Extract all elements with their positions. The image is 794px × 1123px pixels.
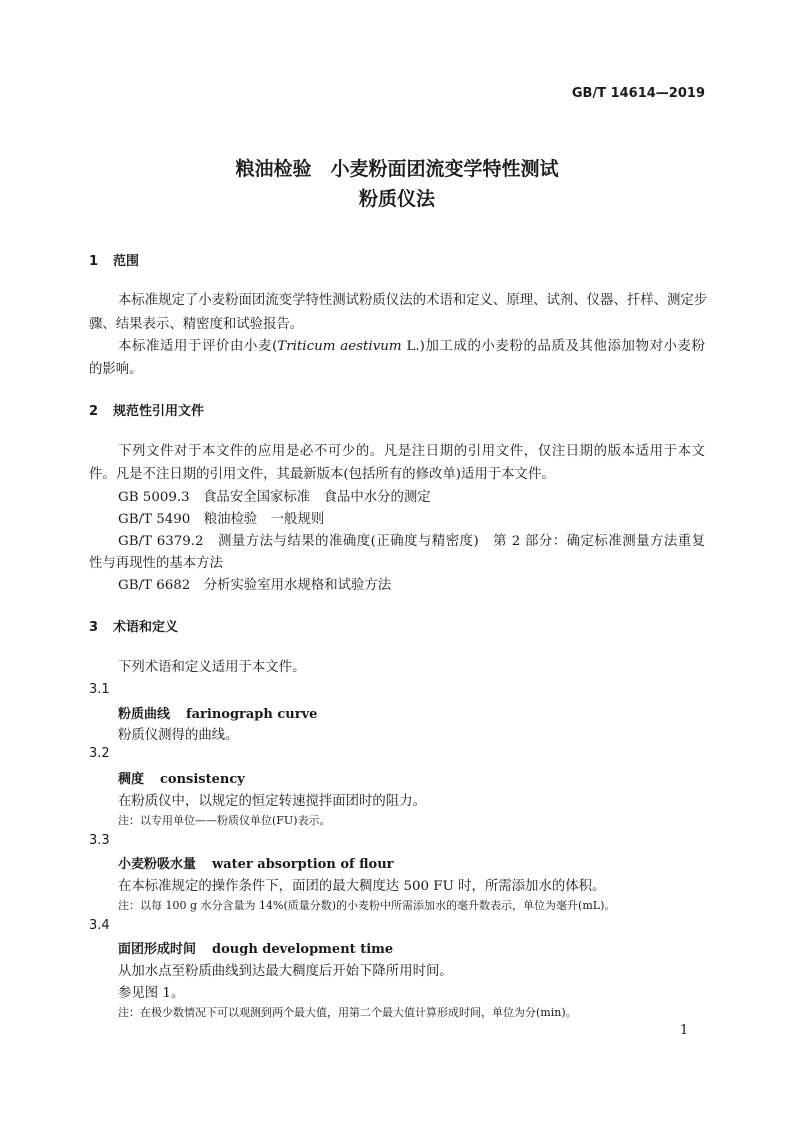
term-extra: 参见图 1。 [118,986,185,1001]
section-number: 1 [89,254,99,269]
term-number: 3.2 [89,746,110,761]
term-heading: 稠度 consistency [118,772,245,787]
ref-item-gbt5490: GB/T 5490 粮油检验 一般规则 [118,512,325,527]
term-heading: 粉质曲线 farinograph curve [118,707,318,722]
term-number: 3.4 [89,918,110,933]
term-number: 3.1 [89,682,110,697]
term-note: 注：在极少数情况下可以观测到两个最大值，用第二个最大值计算形成时间，单位为分(min)。 [118,1006,577,1019]
document-title-line1: 粮油检验 小麦粉面团流变学特性测试 [235,158,559,180]
section-1-heading [89,250,139,269]
ref-item-gbt6682: GB/T 6682 分析实验室用水规格和试验方法 [118,578,392,593]
term-definition: 在本标准规定的操作条件下，面团的最大稠度达 500 FU 时，所需添加水的体积。 [118,879,606,894]
scope-paragraph-2-line2: 的影响。 [89,362,143,377]
term-definition: 从加水点至粉质曲线到达最大稠度后开始下降所用时间。 [118,964,453,979]
term-definition: 粉质仪测得的曲线。 [118,728,239,743]
term-heading: 小麦粉吸水量 water absorption of flour [118,857,394,872]
section-number: 3 [89,620,99,635]
section-number: 2 [89,404,99,419]
terms-intro: 下列术语和定义适用于本文件。 [118,660,306,675]
section-title: 术语和定义 [113,620,179,635]
section-title: 规范性引用文件 [113,404,205,419]
refs-intro-line1: 下列文件对于本文件的应用是必不可少的。凡是注日期的引用文件，仅注日期的版本适用于本文 [118,444,705,459]
term-number: 3.3 [89,833,110,848]
ref-item-gbt6379-line2: 性与再现性的基本方法 [89,556,223,571]
ref-item-gb5009: GB 5009.3 食品安全国家标准 食品中水分的测定 [118,490,431,505]
latin-species-name: Triticum aestivum [277,339,402,354]
ref-item-gbt6379-line1: GB/T 6379.2 测量方法与结果的准确度(正确度与精密度) 第 2 部分：确定标准测量方法重复 [118,534,705,549]
term-definition: 在粉质仪中，以规定的恒定转速搅拌面团时的阻力。 [118,794,426,809]
section-2-heading [89,400,204,419]
term-note: 注：以每 100 g 水分含量为 14%(质量分数)的小麦粉中所需添加水的毫升数表示，单位为毫升(mL)。 [118,899,616,912]
document-title-line2: 粉质仪法 [358,188,435,210]
term-note: 注：以专用单位——粉质仪单位(FU)表示。 [118,814,331,827]
scope-paragraph-1-line1: 本标准规定了小麦粉面团流变学特性测试粉质仪法的术语和定义、原理、试剂、仪器、扦样、测定步 [118,293,708,308]
section-title: 范围 [113,254,140,269]
section-3-heading [89,616,178,635]
standard-number: GB/T 14614—2019 [571,86,705,101]
page-number: 1 [680,1023,689,1038]
scope-paragraph-2-line1: 本标准适用于评价由小麦(Triticum aestivum L.)加工成的小麦粉的品质及其他添加物对小麦粉 [118,339,705,354]
refs-intro-line2: 件。凡是不注日期的引用文件，其最新版本(包括所有的修改单)适用于本文件。 [89,467,555,482]
term-heading: 面团形成时间 dough development time [118,942,394,957]
scope-paragraph-1-line2: 骤、结果表示、精密度和试验报告。 [89,317,304,332]
